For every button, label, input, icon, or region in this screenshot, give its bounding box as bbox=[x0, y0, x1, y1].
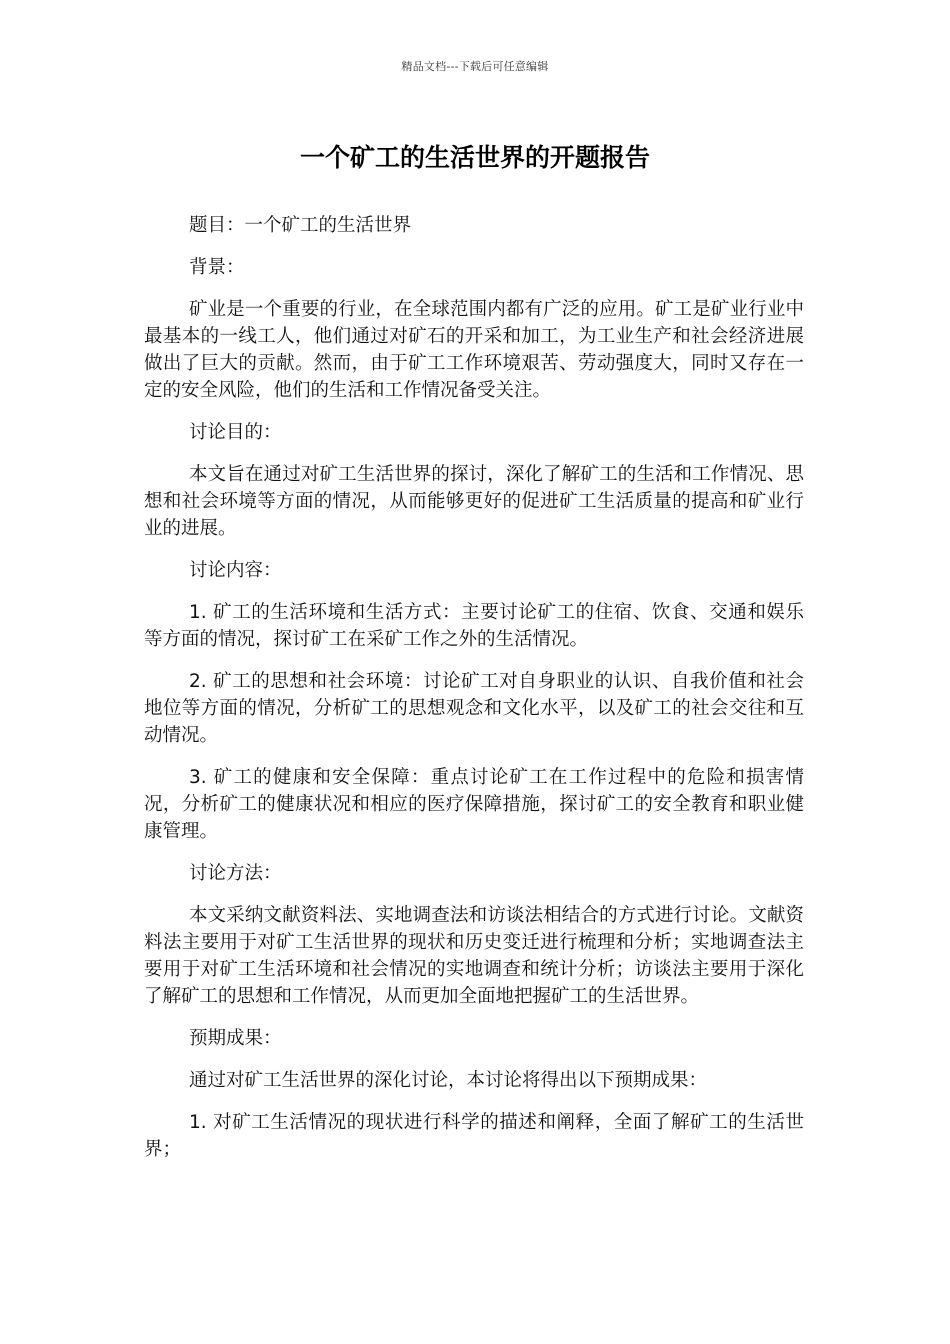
document-body bbox=[144, 212, 804, 1178]
heading-method: 讨论方法： bbox=[189, 863, 282, 884]
paragraph-expected-intro: 通过对矿工生活世界的深化讨论，本讨论将得出以下预期成果： bbox=[189, 1070, 708, 1091]
heading-content: 讨论内容： bbox=[189, 560, 282, 581]
heading-background: 背景： bbox=[189, 257, 245, 278]
document-title: 一个矿工的生活世界的开题报告 bbox=[299, 143, 650, 172]
paragraph-topic: 题目：一个矿工的生活世界 bbox=[189, 215, 412, 236]
paragraph-content-item-3: 3. 矿工的健康和安全保障：重点讨论矿工在工作过程中的危险和损害情况，分析矿工的健康状况和相应的医疗保障措施，探讨矿工的安全教育和职业健康管理。 bbox=[144, 767, 804, 842]
page-header-watermark: 精品文档---下载后可任意编辑 bbox=[401, 60, 549, 73]
paragraph-content-item-2: 2. 矿工的思想和社会环境：讨论矿工对自身职业的认识、自我价值和社会地位等方面的情况，分析矿工的思想观念和文化水平，以及矿工的社会交往和互动情况。 bbox=[144, 671, 804, 746]
paragraph-method: 本文采纳文献资料法、实地调查法和访谈法相结合的方式进行讨论。文献资料法主要用于对矿工生活世界的现状和历史变迁进行梳理和分析；实地调查法主要用于对矿工生活环境和社会情况的实地调查和统计分析；访谈法主要用于深化了解矿工的思想和工作情况，从而更加全面地把握矿工的生活世界。 bbox=[144, 905, 804, 1007]
paragraph-background: 矿业是一个重要的行业，在全球范围内都有广泛的应用。矿工是矿业行业中最基本的一线工人，他们通过对矿石的开采和加工，为工业生产和社会经济进展做出了巨大的贡献。然而，由于矿工工作环境艰苦、劳动强度大，同时又存在一定的安全风险，他们的生活和工作情况备受关注。 bbox=[144, 299, 804, 401]
heading-purpose: 讨论目的： bbox=[189, 422, 282, 443]
paragraph-purpose: 本文旨在通过对矿工生活世界的探讨，深化了解矿工的生活和工作情况、思想和社会环境等方面的情况，从而能够更好的促进矿工生活质量的提高和矿业行业的进展。 bbox=[144, 464, 804, 539]
paragraph-content-item-1: 1. 矿工的生活环境和生活方式：主要讨论矿工的住宿、饮食、交通和娱乐等方面的情况，探讨矿工在采矿工作之外的生活情况。 bbox=[144, 602, 804, 650]
paragraph-expected-item-1: 1. 对矿工生活情况的现状进行科学的描述和阐释，全面了解矿工的生活世界； bbox=[144, 1112, 804, 1160]
heading-expected-results: 预期成果： bbox=[189, 1028, 282, 1049]
